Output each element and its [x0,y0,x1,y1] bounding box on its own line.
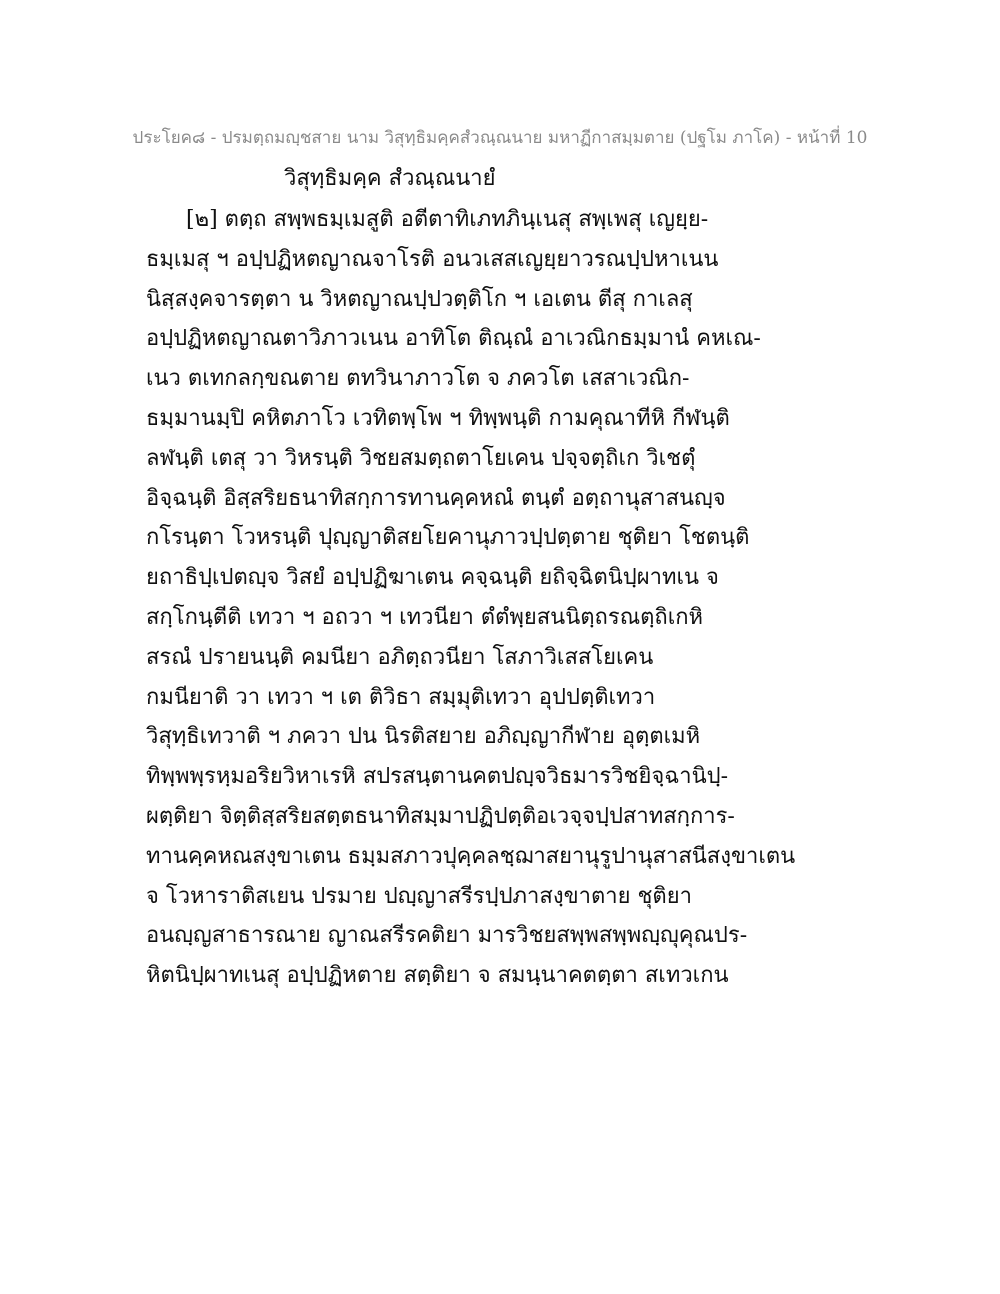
text-line: สกฺโกนฺตีติ เทวา ฯ อถวา ฯ เทวนียา ตํตํพฺยสนนิตฺถรณตฺถิเกหิ [146,604,704,630]
text-line: หิตนิปฺผาทเนสุ อปฺปฏิหตาย สตฺติยา จ สมนฺนาคตตฺตา สเทวเกน [146,963,729,989]
text-line: ทิพฺพพฺรหฺมอริยวิหาเรหิ สปรสนฺตานคตปญฺจวิธมารวิชยิจฺฉานิปฺ- [146,764,729,790]
text-line: อปฺปฏิหตญาณตาวิภาวเนน อาทิโต ติณฺณํ อาเวณิกธมฺมานํ คหเณ- [146,326,761,352]
text-line: อิจฺฉนฺติ อิสฺสริยธนาทิสกฺการทานคฺคหณํ ตนฺตํ อตฺถานุสาสนญฺจ [146,485,726,511]
text-line: กมนียาติ วา เทวา ฯ เต ติวิธา สมฺมุติเทวา อุปปตฺติเทวา [146,684,656,710]
text-line: วิสุทฺธิเทวาติ ฯ ภควา ปน นิรติสยาย อภิญฺญากีฬาย อุตฺตเมหิ [146,724,701,750]
text-line: ทานคฺคหณสงฺขาเตน ธมฺมสภาวปุคฺคลชฺฌาสยานุรูปานุสาสนีสงฺขาเตน [146,843,796,869]
text-line: ธมฺมานมฺปิ คหิตภาโว เวทิตพฺโพ ฯ ทิพฺพนฺติ กามคุณาทีหิ กีฬนฺติ [146,405,730,431]
body-text [146,200,866,996]
text-line: ผตฺติยา จิตฺติสฺสริยสตฺตธนาทิสมฺมาปฏิปตฺติอเวจฺจปฺปสาทสกฺการ- [146,803,735,829]
text-line: ลฬนฺติ เตสุ วา วิหรนฺติ วิชยสมตฺถตาโยเคน ปจฺจตฺถิเก วิเชตุํ [146,445,696,471]
text-line: จ โวหาราติสเยน ปรมาย ปญฺญาสรีรปฺปภาสงฺขาตาย ชุติยา [146,883,692,909]
text-line: เนว ตเทกลกฺขณตาย ตทวินาภาวโต จ ภควโต เสสาเวณิก- [146,366,690,392]
text-line: อนญฺญสาธารณาย ญาณสรีรคติยา มารวิชยสพฺพสพฺพญฺญุคุณปร- [146,923,748,949]
text-line: นิสฺสงฺคจารตฺตา น วิหตญาณปฺปวตฺติโก ฯ เอเตน ตีสุ กาเลสุ [146,286,693,312]
text-line: สรณํ ปรายนนฺติ คมนียา อภิตฺถวนียา โสภาวิเสสโยเคน [146,644,654,670]
text-line: ธมฺเมสุ ฯ อปฺปฏิหตญาณจาโรติ อนวเสสเญยฺยาวรณปฺปหาเนน [146,246,719,272]
running-header: ประโยค๘ - ปรมตฺถมญฺชสาย นาม วิสุทฺธิมคฺคสํวณฺณนาย มหาฏีกาสมฺมตาย (ปฐโม ภาโค) - หน้าที่ 10 [132,128,868,148]
text-line: กโรนฺตา โวหรนฺติ ปุญฺญาติสยโยคานุภาวปฺปตฺตาย ชุติยา โชตนฺติ [146,525,750,551]
text-line: ยถาธิปฺเปตญฺจ วิสยํ อปฺปฏิฆาเตน คจฺฉนฺติ ยถิจฺฉิตนิปฺผาทเน จ [146,565,719,591]
text-line: [๒] ตตฺถ สพฺพธมฺเมสูติ อตีตาทิเภทภินฺเนสุ สพฺเพสุ เญยฺย- [186,207,709,232]
section-title: วิสุทฺธิมคฺค สํวณฺณนายํ [284,166,496,191]
